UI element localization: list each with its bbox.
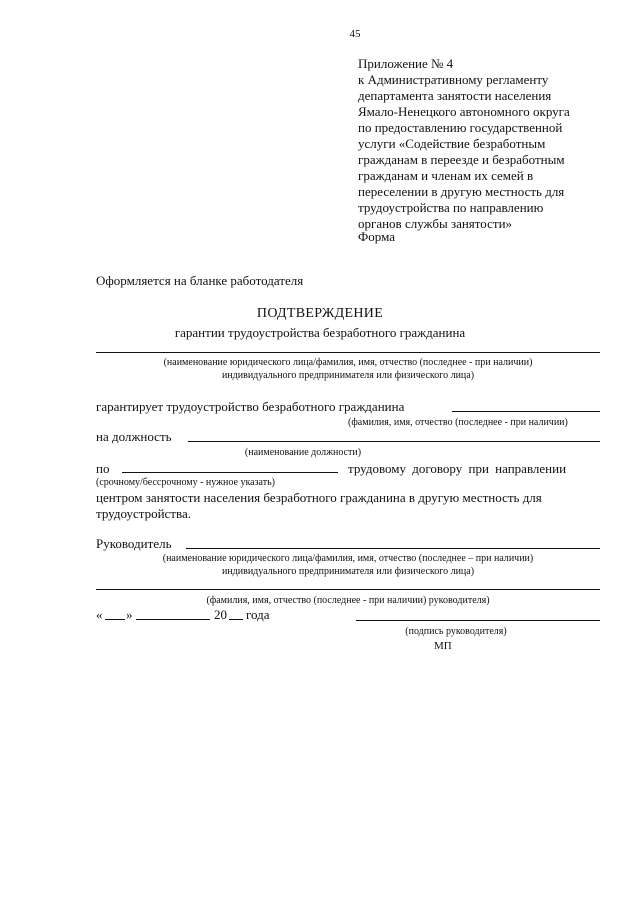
position-field[interactable]	[188, 441, 600, 442]
appendix-line: услуги «Содействие безработным	[358, 136, 546, 151]
date-year-field[interactable]	[229, 619, 243, 620]
guarantee-text: гарантирует трудоустройство безработного гражданина	[96, 399, 405, 414]
citizen-name-field[interactable]	[452, 411, 600, 412]
head-label: Руководитель	[96, 536, 172, 551]
appendix-line: органов службы занятости»	[358, 216, 513, 231]
appendix-line: по предоставлению государственной	[358, 120, 563, 135]
appendix-header	[358, 56, 628, 232]
contract-text: трудовому договору при направлении	[348, 461, 567, 476]
date-year-suffix: года	[246, 607, 270, 622]
appendix-line: трудоустройства по направлению	[358, 200, 544, 215]
date-open-quote: «	[96, 607, 103, 622]
contract-prefix: по	[96, 461, 110, 476]
head-name-field[interactable]	[96, 589, 600, 590]
appendix-line: гражданам в переезде и безработным	[358, 152, 565, 167]
date-year-prefix: 20	[214, 607, 227, 622]
signature-hint: (подпись руководителя)	[405, 626, 507, 637]
contract-type-field[interactable]	[122, 472, 338, 473]
head-hint-line2: индивидуального предпринимателя или физического лица)	[221, 566, 475, 577]
employer-hint-line1: (наименование юридического лица/фамилия, имя, отчество (последнее - при наличии)	[163, 357, 533, 368]
signature-field[interactable]	[356, 620, 600, 621]
contract-hint: (срочному/бессрочному - нужное указать)	[96, 477, 275, 488]
appendix-line: департамента занятости населения	[358, 88, 552, 103]
document-title: ПОДТВЕРЖДЕНИЕ	[256, 306, 384, 321]
blank-note: Оформляется на бланке работодателя	[96, 273, 304, 288]
document-subtitle: гарантии трудоустройства безработного гражданина	[174, 325, 466, 340]
appendix-line: переселении в другую местность для	[358, 184, 565, 199]
date-close-quote: »	[126, 607, 133, 622]
contract-continuation-2: трудоустройства.	[96, 506, 191, 521]
appendix-line: к Административному регламенту	[358, 72, 549, 87]
head-name-hint: (фамилия, имя, отчество (последнее - при наличии) руководителя)	[206, 595, 490, 606]
position-hint: (наименование должности)	[244, 447, 362, 458]
stamp-label: МП	[434, 640, 452, 652]
date-day-field[interactable]	[105, 619, 125, 620]
contract-continuation-1: центром занятости населения безработного гражданина в другую местность для	[96, 490, 542, 505]
head-hint-line1: (наименование юридического лица/фамилия, имя, отчество (последнее – при наличии)	[162, 553, 534, 564]
form-label: Форма	[358, 229, 395, 244]
employer-hint-line2: индивидуального предпринимателя или физического лица)	[221, 370, 475, 381]
appendix-line: гражданам и членам их семей в	[358, 168, 534, 183]
appendix-line: Ямало-Ненецкого автономного округа	[358, 104, 570, 119]
employer-name-field[interactable]	[96, 352, 600, 353]
date-month-field[interactable]	[136, 619, 210, 620]
appendix-line: Приложение № 4	[358, 56, 454, 71]
head-org-field[interactable]	[186, 548, 600, 549]
citizen-name-hint: (фамилия, имя, отчество (последнее - при наличии)	[348, 417, 568, 428]
page-number: 45	[349, 28, 361, 40]
position-label: на должность	[96, 429, 172, 444]
